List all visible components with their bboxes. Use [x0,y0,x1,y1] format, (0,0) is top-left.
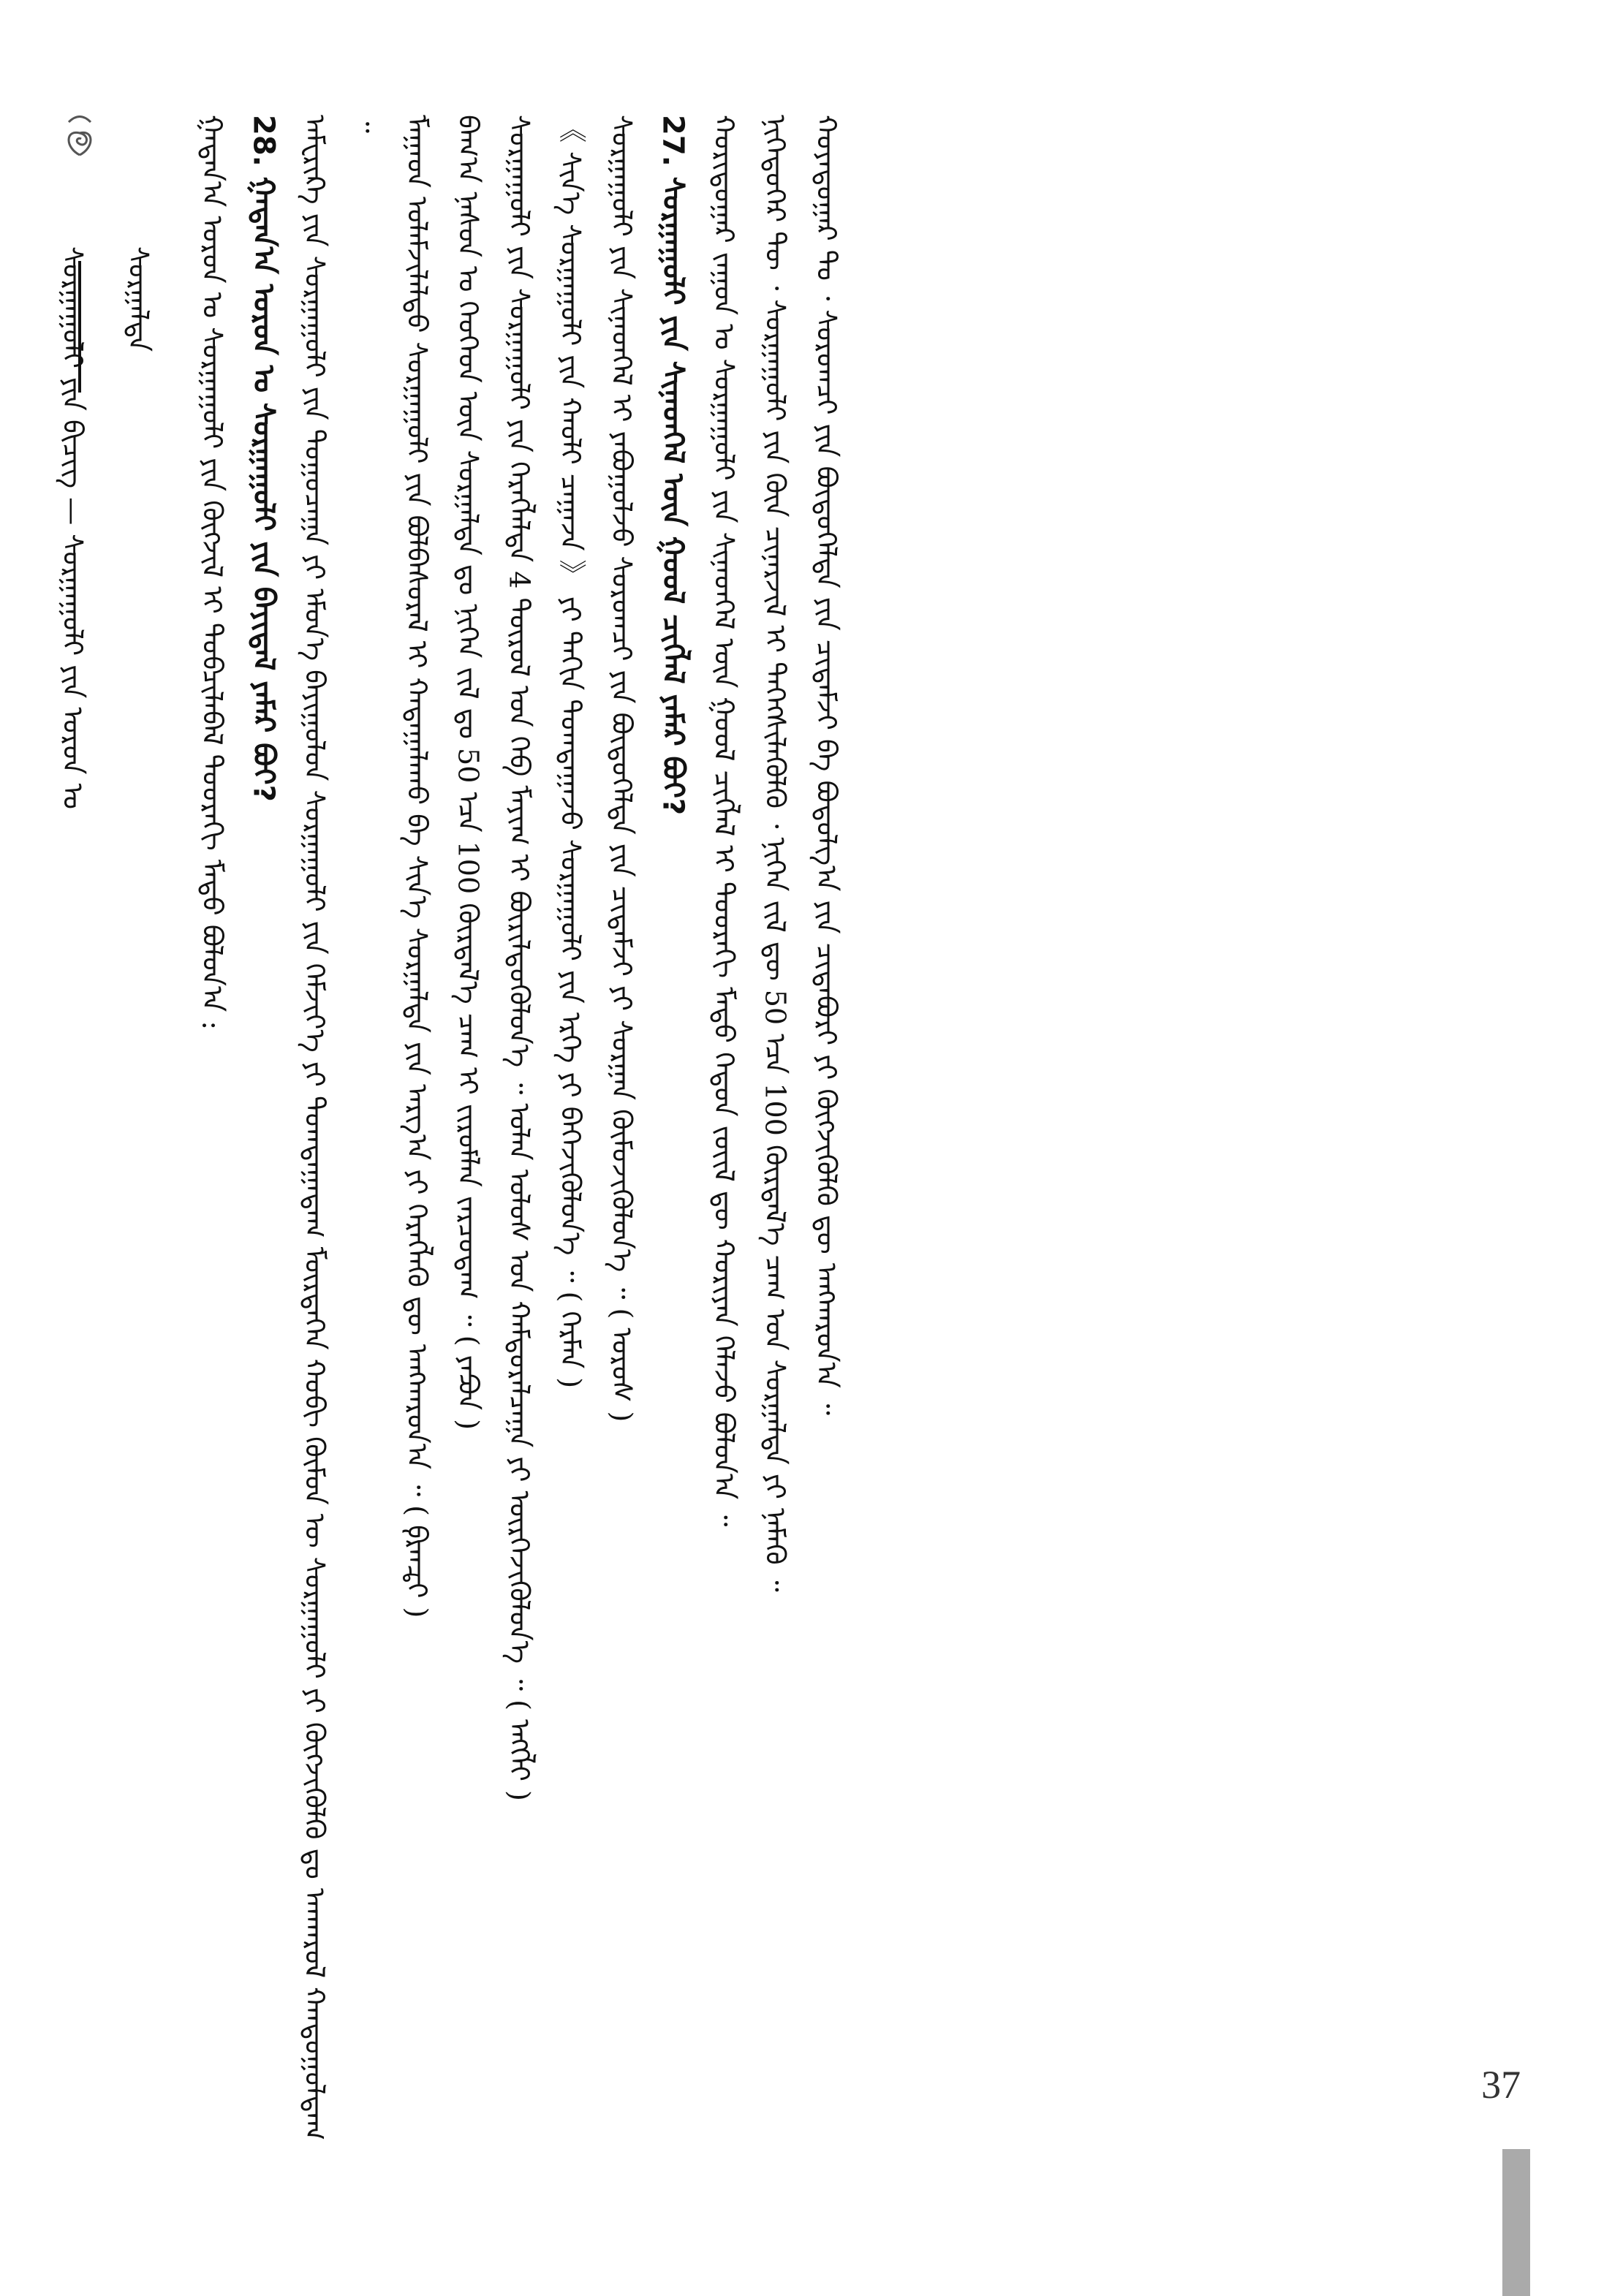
running-header [32,115,155,895]
paragraph: ᠰᠤᠷᠭᠠᠭᠤᠯᠢ ᠶᠢᠨ ᠰᠤᠷᠭᠠᠭᠤᠯᠢ ᠶᠢᠨ ᠬᠡᠷᠡᠭᠯᠡᠯᠲᠡ 4 ᠲᠥᠷᠥᠯ ᠤᠨ ᠬᠡᠪ ᠮᠠᠶᠢᠭ ᠢ ᠪᠦᠷᠢᠯᠳᠦᠭᠦᠯᠦᠨ᠎ᠡ ᠃ ᠣᠯᠠᠨ ᠤᠯᠤᠰ ᠤᠨ ᠬᠠᠮᠲᠤᠷᠠᠯᠴᠠᠭᠠ ᠶᠢ ᠥᠷᠭᠡᠵᠢᠭᠦᠯᠦᠨ᠎ᠡ ᠃ ( ᠡᠩᠭᠯᠢ ) [503,115,536,1801]
paragraph: ᠮᠠᠭᠠᠳ ᠤᠯᠠᠮᠵᠢᠯᠠᠯᠲᠤ ᠰᠤᠷᠭᠠᠭᠤᠯᠢ ᠶᠢᠨ ᠪᠣᠯᠪᠠᠰᠤᠷᠠᠯ ᠢ ᠬᠠᠳᠠᠭᠠᠯᠠᠬᠤ ᠪᠠ ᠰᠢᠨ᠎ᠡ ᠰᠤᠷᠭᠠᠯᠲᠠ ᠶᠢᠨ ᠠᠷᠭ᠎ᠠ ᠶᠢ ᠬᠡᠷᠡᠭᠯᠡᠬᠦ ᠳᠦ ᠠᠩᠬᠠᠷᠤᠨ᠎ᠠ ᠃ ( ᠹᠷᠠᠨᠼᠢ ) [401,115,434,1618]
paragraph: ᠰᠤᠷᠭᠠᠭᠤᠯᠢ ᠶᠢᠨ ᠰᠢᠨᠡᠳᠬᠡᠯ ᠢ ᠶᠠᠪᠤᠭᠤᠯᠵᠤ ᠰᠤᠷᠤᠭᠴᠢ ᠶᠢᠨ ᠪᠦᠲᠦᠭᠡᠯᠲᠡ ᠶᠢᠨ ᠴᠢᠳᠠᠮᠵᠢ ᠶᠢ ᠰᠤᠷᠭᠠᠨ ᠬᠥᠮᠦᠵᠢᠭᠦᠯᠦᠨ᠎ᠡ ᠃ ( ᠣᠷᠤᠰ ) [605,115,638,1422]
question-number: 27. [656,115,690,167]
question-title: ᠰᠤᠷᠭᠠᠭᠤᠯᠢ ᠶᠢᠨ ᠰᠢᠨᠡᠳᠬᠡᠯ ᠦᠨ ᠭᠣᠣᠯ ᠴᠢᠭᠯᠡᠯ ᠶᠠᠮᠠᠷ ᠪᠤᠢ? [656,176,690,816]
ornament-icon [54,115,105,159]
paragraph: ᠬᠣᠷᠢᠳᠤᠭᠠᠷ ᠵᠠᠭᠤᠨ ᠤ ᠰᠤᠷᠭᠠᠭᠤᠯᠢ ᠶᠢᠨ ᠰᠢᠨᠡᠳᠬᠡᠯ ᠦᠨ ᠭᠣᠣᠯ ᠴᠢᠭᠯᠡᠯ ᠢ ᠳᠣᠣᠷᠠᠬᠢ ᠮᠡᠲᠦ ᠬᠡᠳᠦᠨ ᠵᠦᠢᠯ ᠳᠦ ᠬᠤᠷᠢᠶᠠᠨ ᠬᠡᠯᠡᠵᠦ ᠪᠣᠯᠤᠨ᠎ᠠ ᠃ [708,115,741,1527]
question-heading [647,115,698,2158]
page-number: 37 [1481,2062,1521,2107]
edge-tab [1502,2149,1530,2296]
running-title: ᠰᠤᠷᠭᠠᠭᠤᠯᠢ ᠶᠢᠨ ᠪᠢᠴᠢᠭ — ᠰᠤᠷᠭᠠᠭᠤᠯᠢ ᠶᠢᠨ ᠤᠷᠤᠨ ᠤ ᠰᠤᠷᠭᠠᠯᠲᠠ [56,246,155,810]
paragraph: ᠠᠮᠸᠷᠢᠺᠠ ᠶᠢᠨ ᠰᠤᠷᠭᠠᠭᠤᠯᠢ ᠶᠢᠨ ᠲᠣᠭᠣᠴᠠᠭᠠ ᠶᠢ ᠡᠮᠦᠨ᠎ᠡ ᠪᠠᠶᠢᠭᠤᠯᠤᠨ ᠰᠤᠷᠭᠠᠭᠤᠯᠢ ᠶᠢᠨ ᠬᠡᠮᠵᠢᠶ᠎ᠡ ᠶᠢ ᠲᠣᠭᠲᠠᠭᠠᠳᠠᠭ ᠮᠦᠷᠲᠡᠭᠡᠨ ᠬᠤᠪᠢ ᠬᠦᠮᠦᠨ ᠦ ᠰᠤᠷᠭᠠᠭᠤᠯᠢ ᠶᠢ ᠬᠥᠭᠵᠢᠭᠦᠯᠬᠦ ᠳᠤ ᠠᠨᠬᠠᠷᠤᠯ ᠬᠠᠨᠳᠤᠭᠤᠯᠳᠠᠭ ᠃ [298,115,382,2141]
main-text [186,115,1517,2158]
paragraph: ᠪᠠᠭ᠎ᠠ ᠨᠠᠰᠤᠨ ᠤ ᠬᠡᠦᠬᠡᠳ ᠦᠨ ᠰᠤᠷᠭᠠᠯᠲᠠ ᠳᠤ ᠨᠢᠭᠡᠨ ᠵᠢᠯ ᠳᠤ 50 ᠡᠴᠡ 100 ᠬᠦᠷᠲᠡᠯ᠎ᠡ ᠴᠠᠭ ᠢ ᠵᠢᠷᠤᠮᠯᠠᠨ ᠵᠠᠷᠴᠤᠳᠠᠭ ᠃ ( ᠶᠠᠫᠣᠨ ) [452,115,485,1431]
question-title: ᠭᠠᠳᠠᠨ᠎ᠠ ᠣᠷᠤᠨ ᠤ ᠰᠤᠷᠭᠠᠭᠤᠯᠢ ᠶᠢᠨ ᠪᠠᠶᠢᠳᠠᠯ ᠶᠠᠮᠠᠷ ᠪᠤᠢ? [246,176,281,802]
paragraph: ᠨᠢᠭᠡᠳᠦᠭᠡᠷ ᠲᠦ ᠂ ᠰᠤᠷᠭᠠᠭᠤᠯᠢ ᠶᠢᠨ ᠬᠦᠨ ᠴᠢᠨᠠᠷᠵᠢᠯ ᠢ ᠳᠡᠭᠡᠭᠰᠢᠯᠡᠭᠦᠯᠬᠦ ᠂ ᠨᠢᠭᠡᠨ ᠵᠢᠯ ᠳᠦ 50 ᠡᠴᠡ 100 ᠬᠦᠷᠲᠡᠯ᠎ᠡ ᠴᠠᠭ ᠤᠨ ᠰᠤᠷᠭᠠᠯᠲᠠ ᠶᠢ ᠨᠡᠮᠡᠬᠦ ᠃ [759,115,792,1592]
question-lead: ᠭᠠᠳᠠᠨ᠎ᠠ ᠣᠷᠤᠨ ᠤ ᠰᠤᠷᠭᠠᠭᠤᠯᠢ ᠶᠢᠨ ᠬᠦᠭᠵᠢᠯ ᠢ ᠲᠣᠪᠴᠢᠯᠠᠪᠠᠯ ᠳᠣᠣᠷᠠᠬᠢ ᠮᠡᠲᠦ ᠪᠣᠯᠤᠨ᠎ᠠ : [196,115,229,1031]
paragraph: 《 ᠰᠢᠨ᠎ᠡ ᠰᠤᠷᠭᠠᠭᠤᠯᠢ ᠶᠢᠨ ᠬᠠᠤᠯᠢ ᠴᠠᠭᠠᠵᠠ 》 ᠶᠢ ᠲᠠᠬᠢᠨ ᠲᠣᠭᠲᠠᠭᠠᠵᠤ ᠰᠤᠷᠭᠠᠭᠤᠯᠢ ᠶᠢᠨ ᠡᠷᠬᠡ ᠶᠢ ᠪᠡᠬᠡᠵᠢᠭᠦᠯᠦᠨ᠎ᠡ ᠃ ( ᠭᠡᠷᠮᠠᠨ ) [554,115,587,1389]
question-number: 28. [246,115,281,167]
question-heading [238,115,289,2158]
paragraph: ᠬᠣᠶᠠᠳᠤᠭᠠᠷ ᠲᠤ ᠂ ᠰᠤᠷᠤᠭᠴᠢ ᠶᠢᠨ ᠪᠦᠲᠦᠭᠡᠯᠲᠡ ᠶᠢᠨ ᠴᠢᠳᠠᠮᠵᠢ ᠪᠠ ᠪᠣᠳᠤᠯᠭ᠎ᠠ ᠶᠢᠨ ᠴᠢᠳᠠᠪᠤᠷᠢ ᠶᠢ ᠬᠥᠭᠵᠢᠭᠦᠯᠬᠦ ᠳᠦ ᠠᠩᠬᠠᠷᠤᠨ᠎ᠠ ᠃ [810,115,843,1416]
